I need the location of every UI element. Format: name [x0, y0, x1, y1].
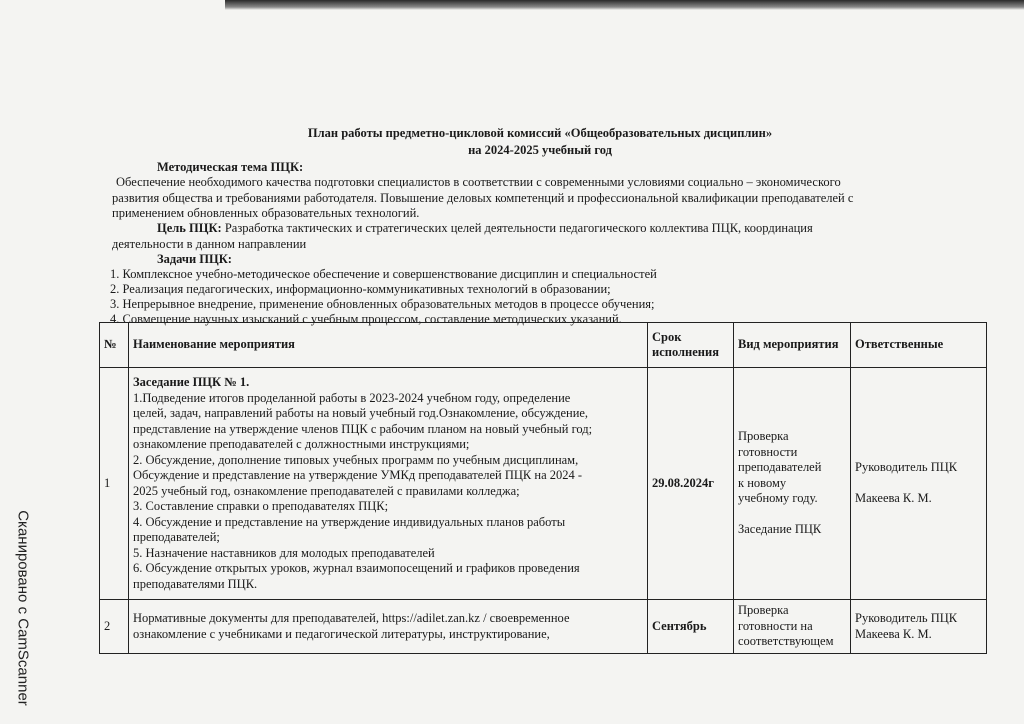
- cell-line: соответствующем: [738, 634, 834, 649]
- cell-line: Макеева К. М.: [855, 491, 932, 506]
- cell-line: Обсуждение и представление на утверждение УМКд преподавателей ПЦК на 2024 -: [133, 468, 583, 482]
- cell-line: преподавателей;: [133, 530, 220, 544]
- header-type: Вид мероприятия: [734, 323, 851, 368]
- goal-line: Цель ПЦК: Разработка тактических и стратегических целей деятельности педагогического коллектива ПЦК, координация: [157, 221, 813, 235]
- cell-line: 4. Обсуждение и представление на утверждение индивидуальных планов работы: [133, 514, 566, 529]
- document-subtitle: на 2024-2025 учебный год: [468, 143, 612, 157]
- header-name: Наименование мероприятия: [129, 323, 648, 368]
- cell-line: целей, задач, направлений работы на новый учебный год.Ознакомление, обсуждение,: [133, 406, 589, 420]
- row-name: [129, 600, 648, 654]
- table-row: [100, 600, 987, 654]
- cell-line: ознакомление с учебниками и педагогической литературы, инструктирование,: [133, 626, 550, 641]
- row-deadline: 29.08.2024г: [648, 368, 734, 600]
- camscanner-watermark: Сканировано с CamScanner: [14, 509, 32, 706]
- task-item: 2. Реализация педагогических, информационно-коммуникативных технологий в образовании;: [110, 282, 611, 296]
- row-responsible: [851, 600, 987, 654]
- cell-line: Руководитель ПЦК: [855, 611, 958, 625]
- cell-line: [738, 507, 846, 523]
- tasks-label: Задачи ПЦК:: [157, 252, 232, 266]
- cell-line: 1.Подведение итогов проделанной работы в 2023-2024 учебном году, определение: [133, 390, 571, 405]
- goal-line: деятельности в данном направлении: [112, 237, 307, 251]
- row-responsible: [851, 368, 987, 600]
- cell-line: ознакомление преподавателей с должностными инструкциями;: [133, 437, 470, 451]
- cell-line: 3. Составление справки о преподавателях ПЦК;: [133, 499, 389, 513]
- cell-line: преподавателями ПЦК.: [133, 576, 258, 591]
- cell-line: Проверка: [738, 429, 789, 444]
- header-deadline: Срок исполнения: [648, 323, 734, 368]
- header-responsible: Ответственные: [851, 323, 987, 368]
- row-deadline: Сентябрь: [648, 600, 734, 654]
- cell-line: Макеева К. М.: [855, 626, 932, 641]
- table-row: [100, 368, 987, 600]
- cell-line: Проверка: [738, 603, 789, 618]
- cell-line: [855, 476, 982, 492]
- theme-label: Методическая тема ПЦК:: [157, 160, 304, 174]
- task-item: 4. Совмещение научных изысканий с учебным процессом, составление методических указаний.: [110, 312, 622, 326]
- row-type: [734, 600, 851, 654]
- theme-line: Обеспечение необходимого качества подготовки специалистов в соответствии с современными условиями социально – экономического: [116, 175, 841, 189]
- task-item: 3. Непрерывное внедрение, применение обновленных образовательных методов в процессе обучения;: [110, 297, 655, 311]
- header-num: №: [100, 323, 129, 368]
- plan-table: [99, 322, 987, 654]
- cell-line: Нормативные документы для преподавателей, https://adilet.zan.kz / своевременное: [133, 611, 570, 625]
- document-title: План работы предметно-цикловой комиссий «Общеобразовательных дисциплин»: [307, 126, 773, 140]
- task-item: 1. Комплексное учебно-методическое обеспечение и совершенствование дисциплин и специальностей: [110, 267, 657, 281]
- row-name: Заседание ПЦК № 1. 1.Подведение итогов проделанной работы в 2023-2024 учебном году, определение целей, задач, направлений работы на новый учебный год.Ознакомление, обсуждение, представление на утверждение членов ПЦК с рабочим планом на новый учебный год; ознакомление преподавателей с должностными инструкциями; 2. Обсуждение, дополнение типовых учебных программ по учебным дисциплинам, Обсуждение и представление на утверждение УМКд преподавателей ПЦК на 2024 - 2025 учебный год, ознакомление преподавателей с правилами колледжа; 3. Составление справки о преподавателях ПЦК; 4. Обсуждение и представление на утверждение индивидуальных планов работы преподавателей; 5. Назначение наставников для молодых преподавателей 6. Обсуждение открытых уроков, журнал взаимопосещений и графиков проведения преподавателями ПЦК.: [129, 368, 648, 600]
- cell-line: преподавателей: [738, 460, 822, 475]
- cell-line: 2025 учебный год, ознакомление преподавателей с правилами колледжа;: [133, 483, 520, 498]
- cell-line: представление на утверждение членов ПЦК с рабочим планом на новый учебный год;: [133, 421, 593, 436]
- row-num: 2: [100, 600, 129, 654]
- cell-line: готовности на: [738, 618, 813, 633]
- row-num: 1: [100, 368, 129, 600]
- scanner-edge: [225, 0, 1024, 10]
- cell-line: к новому: [738, 475, 787, 490]
- cell-line: 2. Обсуждение, дополнение типовых учебных программ по учебным дисциплинам,: [133, 452, 579, 467]
- cell-line: готовности: [738, 444, 798, 459]
- row-type: [734, 368, 851, 600]
- cell-line: Руководитель ПЦК: [855, 460, 958, 475]
- table-header-row: [100, 323, 987, 368]
- theme-line: развития общества и требованиями работодателя. Повышение деловых компетенций и профессиональной квалификации преподавателей с: [112, 191, 854, 205]
- theme-line: применением обновленных образовательных технологий.: [112, 206, 420, 220]
- cell-line: Заседание ПЦК: [738, 522, 822, 537]
- cell-line: учебному году.: [738, 491, 818, 506]
- cell-line: 5. Назначение наставников для молодых преподавателей: [133, 545, 435, 560]
- cell-line: 6. Обсуждение открытых уроков, журнал взаимопосещений и графиков проведения: [133, 561, 580, 575]
